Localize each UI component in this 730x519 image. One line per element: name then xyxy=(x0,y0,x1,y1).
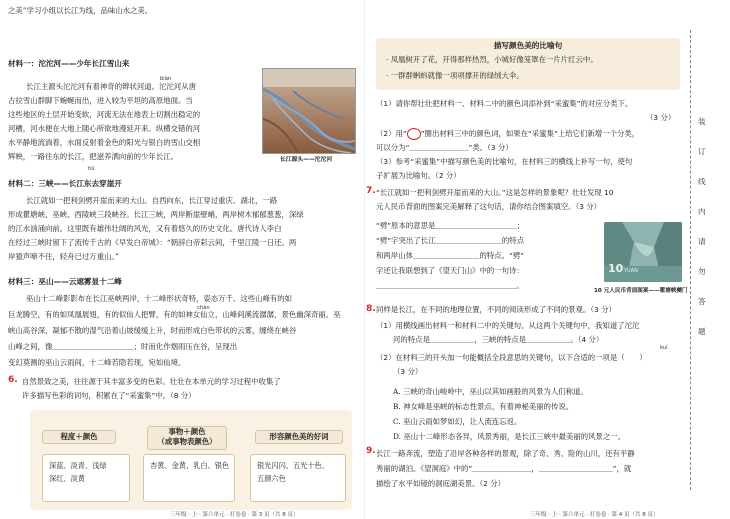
text-line: 的江水汹涌向前。这里既有雄伟壮阔的风光，又有着悠久的历史文化。唐代诗人李白 xyxy=(8,224,282,233)
pinyin-hu: hǔ xyxy=(88,166,95,172)
banknote-caption: 10 元人民币背面图案——瞿塘峡夔门 xyxy=(594,288,688,294)
q6-part-2-a: （2）用“ xyxy=(376,129,407,138)
text-line: 巫山十二峰影影布在长江巫峡两岸，十二峰形状奇特，姿态万千。这些山峰有的如 xyxy=(26,294,293,303)
material-1-body xyxy=(8,80,272,164)
material-2-title xyxy=(8,178,122,189)
text-line: 在经过三峡时留下了流传千古的《早发白帝城》：“朝辞白帝彩云间，千里江陵一日还。两 xyxy=(8,238,297,247)
q6-part-1: （1）请你帮壮壮把材料一、材料二中的颜色词添补到“采蜜集”的对应分类下。 xyxy=(376,99,633,108)
q6-part-3-line2: 子扩展为比喻句。（2 分） xyxy=(376,171,461,180)
sidebar-char: 答 xyxy=(698,297,706,306)
q6-part-2-b: ”圈出材料三中的颜色词，如果在“采蜜集”上给它们新增一个分类， xyxy=(420,129,640,138)
river-source-photo xyxy=(262,68,356,154)
pinyin-kui: kuí xyxy=(660,345,668,351)
table-header: 事物＋颜色 （或事物表颜色） xyxy=(147,426,227,450)
option-c[interactable]: C. 巫山云雨如梦如幻，让人流连忘返。 xyxy=(393,417,522,426)
sidebar-char: 订 xyxy=(698,147,706,156)
text-line: 描绘了水平如镜的洞庭湖美景。（2 分） xyxy=(376,479,505,488)
text-line: 长江就如一把利剑劈开崖而来的大山。自西向东，长江穿过重庆、湖北，一路 xyxy=(26,196,278,205)
text-line: 这些地区的土层开始变软，河流无法在地表上切割出稳定的 xyxy=(8,110,201,119)
option-a[interactable]: A. 三峡的奇山峻岭中，巫山以其如画般的风景为人们称道。 xyxy=(393,387,588,396)
text-line[interactable]: 秀丽的湖泊。《望洞庭》中的“＿＿＿＿＿＿＿＿，＿＿＿＿＿＿＿＿＿＿”，就 xyxy=(376,464,632,473)
table-header: 形容颜色美的好词 xyxy=(255,430,343,444)
material-1-title: 材料一：沱沱河——少年长江雪山来 xyxy=(8,59,130,68)
q6-part-1-score: （3 分） xyxy=(646,113,676,122)
text-line: “长江就如一把利剑劈开崖而来的大山。”这是怎样的景象呢？壮壮发现 10 xyxy=(376,188,614,197)
q6-part-2 xyxy=(376,128,639,140)
page-footer-right: 三年级 · 上 · 第六单元 · 打卷卷 · 第 4 页（共 8 页） xyxy=(530,512,659,518)
q6-part-3: （3）参考“采蜜集”中描写颜色美的比喻句，在材料三的横线上补写一句，使句 xyxy=(376,157,633,166)
text-line: 长江主源头沱沱河有着神奇的辫状河道。沱沱河从唐 xyxy=(26,82,196,91)
fill-line[interactable]: 和两岸山体＿＿＿＿＿＿＿＿＿的特点。“劈” xyxy=(376,251,525,260)
q6-part-2-line2: 可以分为“＿＿＿＿＿＿＿＿”类。（3 分） xyxy=(376,143,513,152)
braided-river-image xyxy=(263,69,355,153)
text-line: 峡山高谷深，凝郁不散的湿气沿着山坡缓缓上升，时而形成白色带状的云雾，缠绕在峡谷 xyxy=(8,326,297,335)
banknote-number: 10 xyxy=(608,262,624,275)
page-divider xyxy=(364,0,365,519)
fill-line[interactable]: 字还让我联想到了《望天门山》中的一句诗： xyxy=(376,266,524,275)
option-d[interactable]: D. 巫山十二峰形态各异，风景秀丽，是长江三峡中最美丽的风景之一。 xyxy=(393,432,626,441)
intro-line: 之美”学习小组以长江为线，品味山水之美。 xyxy=(8,6,153,15)
material-2-title-b: 去穿崖开 xyxy=(91,179,122,188)
red-circle-icon xyxy=(407,128,421,140)
text-line: 元人民币背面的图案完美解释了这句话，请你结合图案填空。（3 分） xyxy=(376,202,602,211)
question-7-fills[interactable] xyxy=(376,218,600,293)
sidebar-char: 线 xyxy=(698,177,706,186)
material-2-title-a: 材料二：三峡——长江东 xyxy=(8,179,92,188)
fill-line[interactable]: “劈”原本的意思是＿＿＿＿＿＿＿＿＿＿＿； xyxy=(376,221,525,230)
sidebar-char: 装 xyxy=(698,117,706,126)
text-line: 水平静地流淌着，水面反射着金色的阳光与银白的雪山交相 xyxy=(8,138,201,147)
banknote-image xyxy=(604,222,682,282)
question-8-part-2-score: （3 分） xyxy=(393,367,423,376)
text-line: 变幻莫测的巫山云雨间，十二峰若隐若现，宛如仙境。 xyxy=(8,358,186,367)
banknote-word: YUAN xyxy=(624,268,638,274)
question-7-number: 7. xyxy=(366,186,376,196)
photo-caption: 长江源头——沱沱河 xyxy=(280,157,333,163)
text-line: 许多描写色彩的词句，积累在了“采蜜集”中。（8 分） xyxy=(22,391,196,400)
question-9-number: 9. xyxy=(366,446,376,456)
question-6-number: 6. xyxy=(8,375,18,385)
text-line: 古拉雪山群脚下蜿蜒而出，进入较为平坦的高原地面。当 xyxy=(8,96,193,105)
option-b[interactable]: B. 神女峰是巫峡的标志性景点，有着神秘美丽的传说。 xyxy=(393,402,574,411)
question-8-part-2: （2）在材料三的开头加一句能概括全段意思的关键句，以下合适的一项是（ ） xyxy=(376,353,647,362)
question-8-options xyxy=(393,384,625,444)
question-8-number: 8. xyxy=(366,304,376,314)
text-line: 巨龙腾空，有的如凤凰展翅，有的似仙人把臂，有的如神女仙立，山峰间溪流潺潺，景色幽深奇丽。巫 xyxy=(8,310,341,319)
table-cell[interactable]: 深蓝、淡青、浅绿 深红、淡黄 xyxy=(42,454,130,502)
sidebar-char: 勿 xyxy=(698,267,706,276)
honey-collection-table xyxy=(30,410,352,510)
question-7-text xyxy=(376,186,613,214)
text-line: 河槽，河水便在大地上随心所欲地漫延开来。纵横交错的河 xyxy=(8,124,201,133)
text-line: 山峰之间，像＿＿＿＿＿＿＿＿＿＿＿；时而化作烟雨压在谷，呈现出 xyxy=(8,342,238,351)
fill-line[interactable]: ＿＿＿＿＿＿＿＿＿＿＿＿＿＿＿＿＿＿＿。 xyxy=(376,281,524,290)
question-9-text xyxy=(376,446,635,491)
pinyin-chan: chán xyxy=(197,305,210,311)
text-line: 辉映，一路往东的长江，把滋养洒向前的少年长江。 xyxy=(8,152,178,161)
table-cell[interactable]: 银光闪闪、五光十色、 五颜六色 xyxy=(250,454,346,502)
question-8-stem: 同样是长江，在不同的地理位置，不同的阅读形成了不同的景观。（3 分） xyxy=(376,305,616,314)
sidebar-char: 请 xyxy=(698,237,706,246)
question-6-text xyxy=(22,375,281,403)
page-footer-left: 三年级 · 上 · 第六单元 · 打卷卷 · 第 3 页（共 8 页） xyxy=(170,512,299,518)
fill-line[interactable]: “劈”字突出了长江＿＿＿＿＿＿＿＿＿的特点 xyxy=(376,236,525,245)
question-8-part-1-line2[interactable]: 河的特点是＿＿＿＿＿＿，三峡的特点是＿＿＿＿＿＿。（4 分） xyxy=(393,335,604,344)
table-cell[interactable]: 杏黄、金黄、乳白、银色 xyxy=(143,454,235,502)
simile-box xyxy=(376,38,680,90)
material-3-body xyxy=(8,291,358,371)
simile-box-title: 描写颜色美的比喻句 xyxy=(493,41,563,50)
text-line: 自然景致之美，往往源于其丰富多变的色彩。壮壮在本单元的学习过程中收集了 xyxy=(22,377,281,386)
text-line: 长江一路奔流，塑造了沿岸各种各样的景观，除了奇、秀、险的山川，还有平静 xyxy=(376,449,635,458)
text-line: 形成瞿塘峡、巫峡、西陵峡三段峡谷。长江三峡，两岸断崖壁峭，两岸树木郁郁葱葱，深绿 xyxy=(8,210,304,219)
table-header: 程度＋颜色 xyxy=(42,430,116,444)
binding-sidebar xyxy=(698,116,710,356)
sidebar-char: 内 xyxy=(698,207,706,216)
simile-line: · 一群群蝌蚪就像一项项撑开的绿绒大伞。 xyxy=(386,71,524,80)
pinyin-bian: biàn xyxy=(160,76,172,82)
binding-margin xyxy=(690,30,692,490)
question-8-part-1: （1）用横线画出材料一和材料二中的关键句。从这两个关键句中，我知道了沱沱 xyxy=(376,321,640,330)
material-2-body xyxy=(8,194,356,264)
material-3-title: 材料三：巫山——云遮雾显十二峰 xyxy=(8,277,122,286)
text-line: 岸猿声啼不住，轻舟已过万重山。” xyxy=(8,252,119,261)
sidebar-char: 题 xyxy=(698,327,706,336)
simile-line: · 凤凰树开了花，开得那样热烈，小城好像笼罩在一片片红云中。 xyxy=(386,55,598,64)
